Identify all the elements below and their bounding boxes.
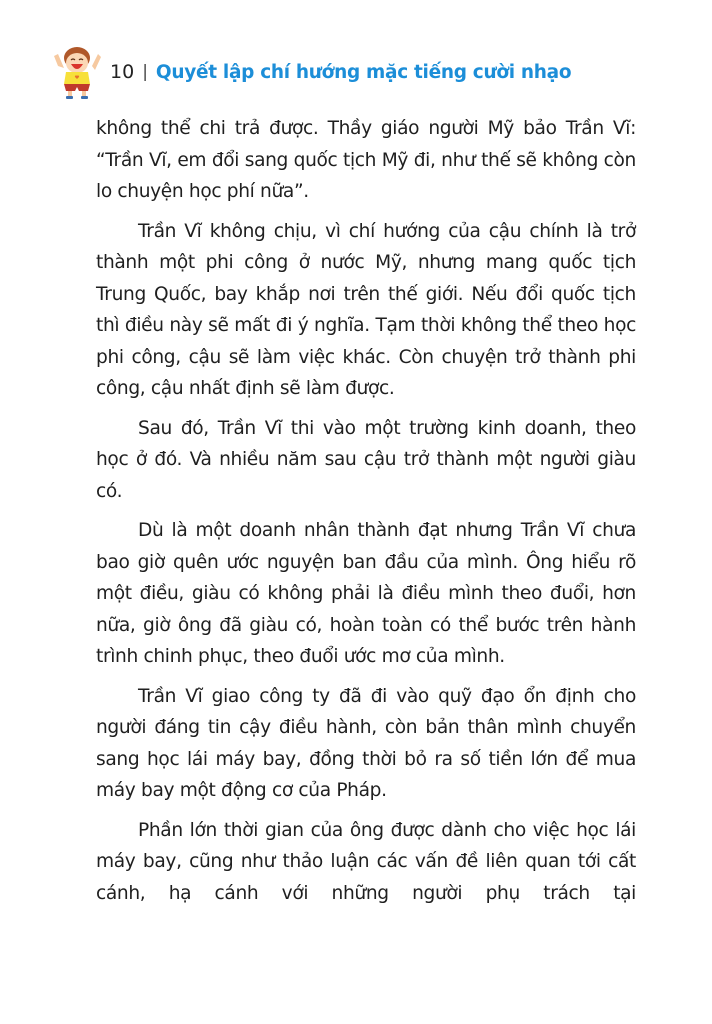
- page-number: 10: [110, 61, 135, 83]
- paragraph-continues: Phần lớn thời gian của ông được dành cho việc học lái máy bay, cũng như thảo luận các vấn đề liên quan tới cất cánh, hạ cánh với những người phụ trách tại: [96, 819, 636, 904]
- paragraph: Trần Vĩ không chịu, vì chí hướng của cậu chính là trở thành một phi công ở nước Mỹ, nhưng mang quốc tịch Trung Quốc, bay khắp nơi trên thế giới. Nếu đổi quốc tịch thì điều này sẽ mất đi ý nghĩa. Tạm thời không thể theo học phi công, cậu sẽ làm việc khác. Còn chuyện trở thành phi công, cậu nhất định sẽ làm được.: [96, 220, 636, 399]
- chapter-title: Quyết lập chí hướng mặc tiếng cười nhạo: [155, 61, 572, 83]
- paragraph: Dù là một doanh nhân thành đạt nhưng Trần Vĩ chưa bao giờ quên ước nguyện ban đầu của mình. Ông hiểu rõ một điều, giàu có không phải là điều mình theo đuổi, hơn nữa, giờ ông đã giàu có, hoàn toàn có thể bước trên hành trình chinh phục, theo đuổi ước mơ của mình.: [96, 520, 636, 667]
- header-separator: |: [142, 62, 148, 82]
- laughing-boy-icon: [52, 44, 102, 100]
- paragraph: Sau đó, Trần Vĩ thi vào một trường kinh doanh, theo học ở đó. Và nhiều năm sau cậu trở thành một người giàu có.: [96, 417, 636, 502]
- paragraph-continued: không thể chi trả được. Thầy giáo người Mỹ bảo Trần Vĩ: “Trần Vĩ, em đổi sang quốc tịch Mỹ đi, như thế sẽ không còn lo chuyện học phí nữa”.: [96, 118, 636, 202]
- page-header: [52, 42, 571, 102]
- paragraph: Trần Vĩ giao công ty đã đi vào quỹ đạo ổn định cho người đáng tin cậy điều hành, còn bản thân mình chuyển sang học lái máy bay, đồng thời bỏ ra số tiền lớn để mua máy bay một động cơ của Pháp.: [96, 685, 636, 801]
- body-text: [96, 113, 636, 917]
